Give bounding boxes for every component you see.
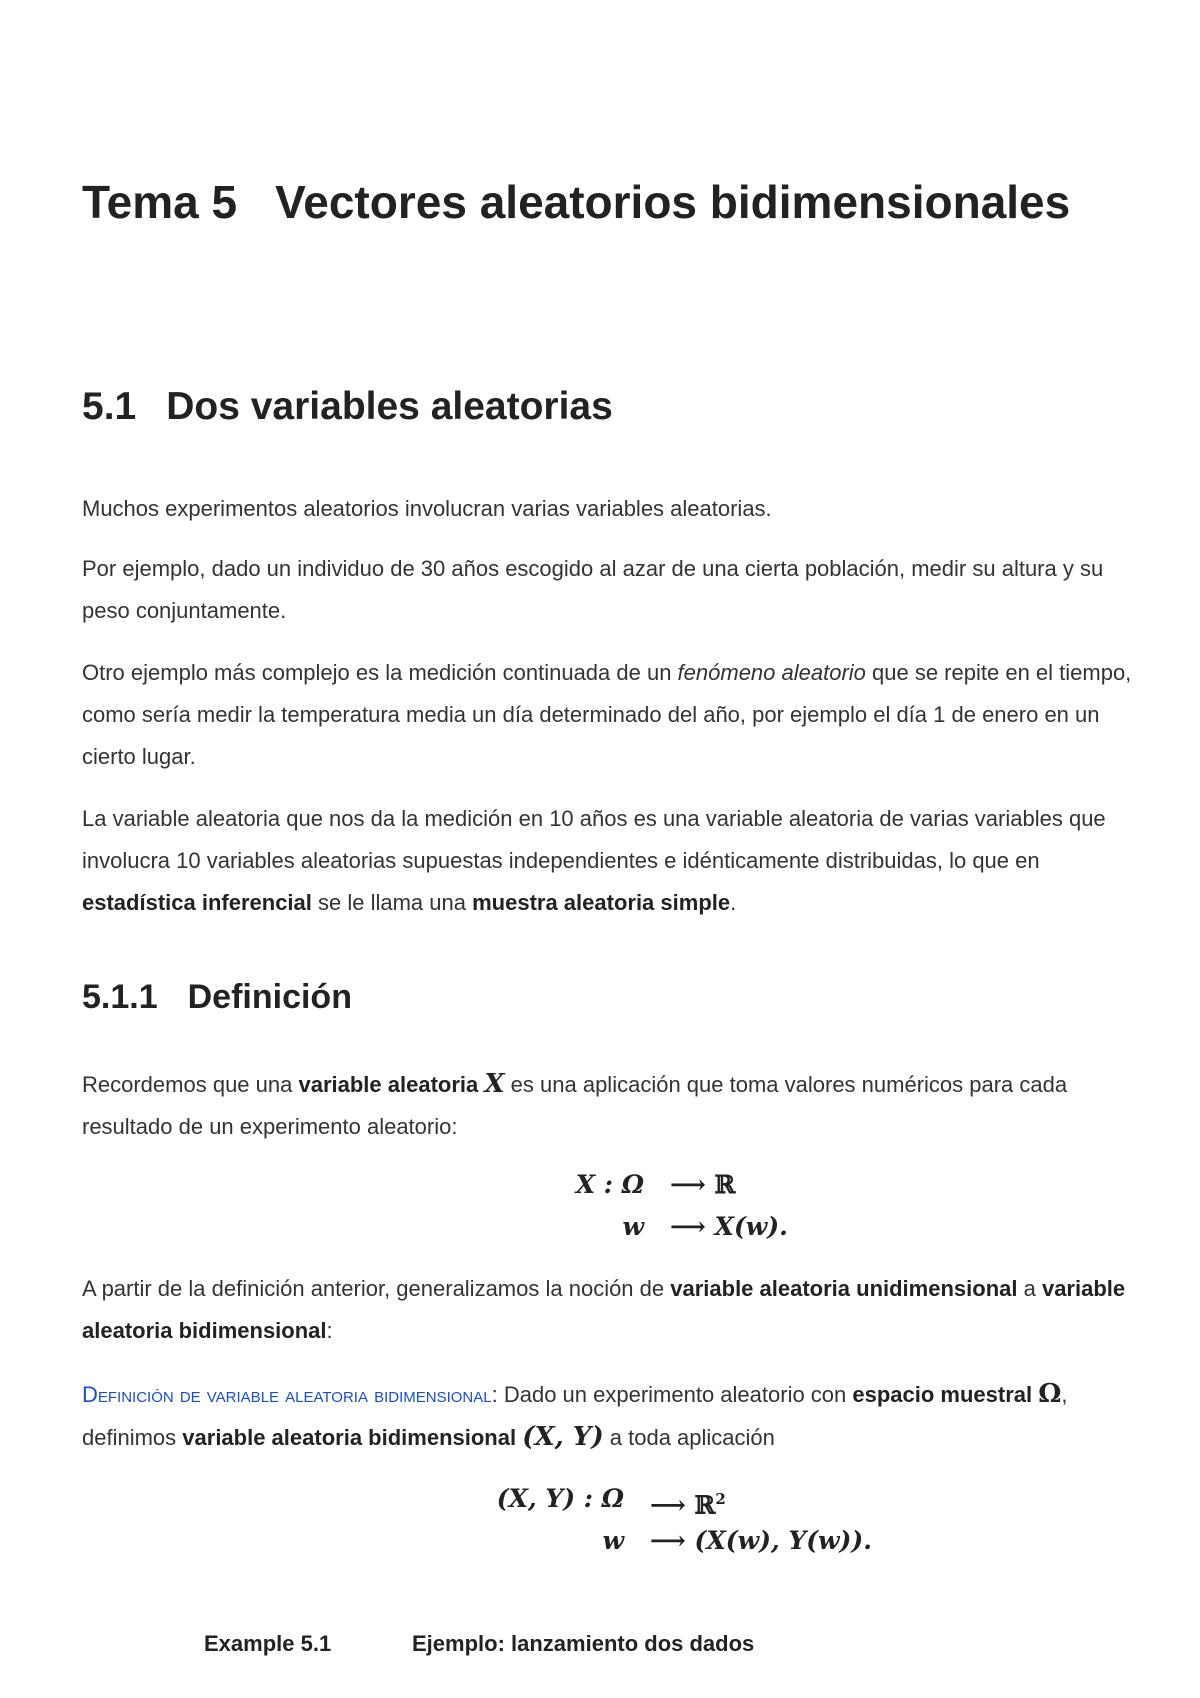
paragraph-2-text: Por ejemplo, dado un individuo de 30 años escogido al azar de una cierta población, medir su altura y su peso conjuntamente. (82, 556, 1104, 623)
example-title: Ejemplo: lanzamiento dos dados (412, 1631, 755, 1656)
paragraph-7-text-b: , definimos (82, 1382, 1068, 1450)
equation-2-row-2-lhs: w (602, 1526, 624, 1555)
equation-2-row-2-rhs: ⟶ (X(w), Y(w)). (650, 1526, 872, 1555)
term-muestra-aleatoria-simple: muestra aleatoria simple (472, 890, 731, 915)
term-variable-aleatoria: variable aleatoria (298, 1072, 479, 1097)
equation-2-row-1-rhs-text: ⟶ ℝ (650, 1490, 716, 1520)
equation-2-row-1 (412, 1478, 972, 1520)
paragraph-7 (82, 1373, 1132, 1459)
equation-2-row-1-sup: 2 (715, 1490, 726, 1508)
paragraph-6-text-a: A partir de la definición anterior, generalizamos la noción de (82, 1276, 671, 1301)
section-text: Dos variables aleatorias (166, 385, 613, 428)
equation-1 (492, 1164, 892, 1248)
paragraph-4 (82, 798, 1132, 924)
section-number: 5.1 (82, 385, 137, 428)
subsection-heading (82, 976, 352, 1018)
equation-2 (412, 1478, 972, 1562)
math-omega: Ω (1038, 1379, 1062, 1409)
equation-1-row-2-rhs: ⟶ X(w). (670, 1212, 788, 1241)
equation-2-row-2 (412, 1520, 972, 1562)
term-estadistica-inferencial: estadística inferencial (82, 890, 312, 915)
paragraph-6-text-b: a (1017, 1276, 1042, 1301)
paragraph-4-text-c: . (730, 890, 737, 915)
title-text: Vectores aleatorios bidimensionales (275, 176, 1071, 228)
paragraph-7-text-a: : Dado un experimento aleatorio con (491, 1382, 853, 1407)
term-variable-aleatoria-bidimensional-2: variable aleatoria bidimensional (182, 1425, 517, 1450)
page-title (82, 160, 1082, 244)
paragraph-1-text: Muchos experimentos aleatorios involucran varias variables aleatorias. (82, 496, 772, 521)
term-variable-aleatoria-bidimensional: variable aleatoria bidimensional (82, 1276, 1126, 1343)
subsection-number: 5.1.1 (82, 978, 158, 1016)
math-x: X (484, 1069, 505, 1099)
paragraph-5-text-b: es una aplicación que toma valores numéricos para cada resultado de un experimento aleatorio: (82, 1072, 1068, 1139)
equation-1-row-1-lhs: X : Ω (575, 1170, 644, 1199)
term-espacio-muestral: espacio muestral (852, 1382, 1033, 1407)
paragraph-3-emphasis: fenómeno aleatorio (677, 660, 866, 685)
paragraph-5 (82, 1063, 1132, 1148)
equation-1-row-1 (492, 1164, 892, 1206)
paragraph-5-text-a: Recordemos que una (82, 1072, 299, 1097)
title-number: Tema 5 (82, 176, 238, 228)
equation-1-row-1-rhs: ⟶ ℝ (670, 1170, 736, 1199)
paragraph-1 (82, 488, 1132, 530)
paragraph-3 (82, 652, 1132, 778)
equation-1-row-2-lhs: w (622, 1212, 644, 1241)
equation-1-row-2 (492, 1206, 892, 1248)
term-variable-aleatoria-unidimensional: variable aleatoria unidimensional (670, 1276, 1018, 1301)
equation-2-row-1-lhs: (X, Y) : Ω (496, 1484, 624, 1513)
paragraph-6 (82, 1268, 1132, 1352)
paragraph-7-text-c: a toda aplicación (603, 1425, 775, 1450)
section-heading (82, 383, 613, 431)
definition-label: Definición de variable aleatoria bidimensional (82, 1382, 492, 1407)
example-heading (204, 1624, 904, 1664)
paragraph-6-text-c: : (326, 1318, 333, 1343)
math-xy: (X, Y) (522, 1422, 604, 1452)
paragraph-3-text-b: que se repite en el tiempo, como sería medir la temperatura media un día determinado del año, por ejemplo el día 1 de enero en un cierto lugar. (82, 660, 1132, 769)
paragraph-4-text-b: se le llama una (311, 890, 473, 915)
example-label: Example 5.1 (204, 1631, 332, 1656)
subsection-text: Definición (187, 978, 352, 1016)
paragraph-4-text-a: La variable aleatoria que nos da la medición en 10 años es una variable aleatoria de varias variables que involucra 10 variables aleatorias supuestas independientes e idénticamente distribuidas, lo que en (82, 806, 1106, 873)
paragraph-2 (82, 548, 1132, 632)
paragraph-3-text-a: Otro ejemplo más complejo es la medición continuada de un (82, 660, 678, 685)
